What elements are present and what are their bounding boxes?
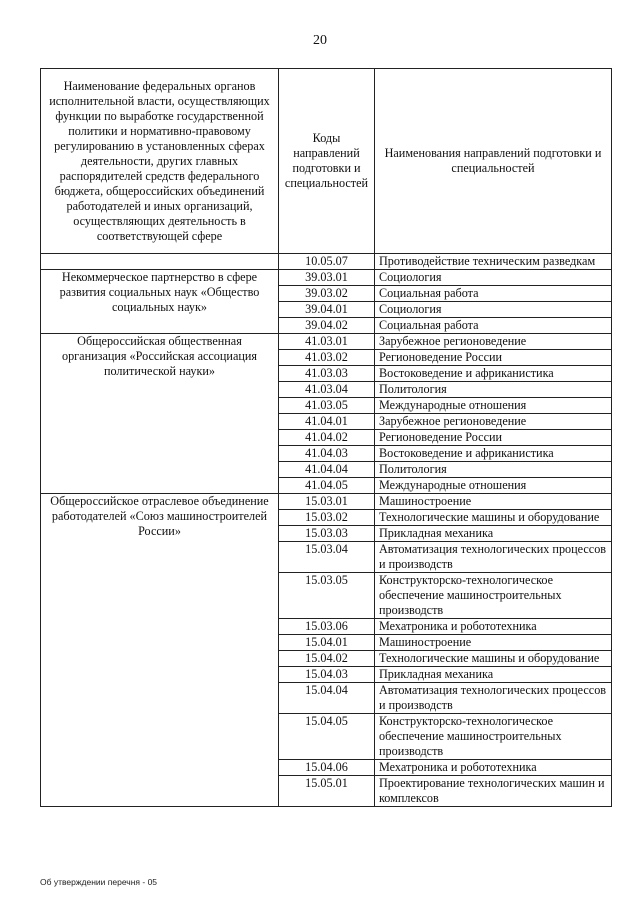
footer-note: Об утверждении перечня - 05 (40, 877, 158, 887)
code-cell: 41.04.01 (279, 414, 375, 430)
header-codes: Коды направлений подготовки и специальностей (279, 69, 375, 254)
code-cell: 41.04.05 (279, 478, 375, 494)
specialty-name-cell: Социология (375, 302, 612, 318)
specialty-name-cell: Зарубежное регионоведение (375, 414, 612, 430)
specialty-name-cell: Технологические машины и оборудование (375, 510, 612, 526)
code-cell: 10.05.07 (279, 254, 375, 270)
specialties-table (40, 68, 612, 807)
specialty-name-cell: Мехатроника и робототехника (375, 760, 612, 776)
code-cell: 15.03.01 (279, 494, 375, 510)
table-row (41, 254, 612, 270)
specialty-name-cell: Регионоведение России (375, 350, 612, 366)
specialty-name-cell: Автоматизация технологических процессов и производств (375, 542, 612, 573)
code-cell: 41.03.05 (279, 398, 375, 414)
code-cell: 39.04.02 (279, 318, 375, 334)
specialty-name-cell: Социальная работа (375, 318, 612, 334)
specialty-name-cell: Машиностроение (375, 494, 612, 510)
code-cell: 15.05.01 (279, 776, 375, 807)
organization-cell (41, 254, 279, 270)
specialty-name-cell: Прикладная механика (375, 526, 612, 542)
code-cell: 15.03.03 (279, 526, 375, 542)
specialty-name-cell: Социальная работа (375, 286, 612, 302)
specialty-name-cell: Противодействие техническим разведкам (375, 254, 612, 270)
code-cell: 41.03.03 (279, 366, 375, 382)
specialty-name-cell: Технологические машины и оборудование (375, 651, 612, 667)
code-cell: 15.04.04 (279, 683, 375, 714)
code-cell: 15.04.03 (279, 667, 375, 683)
organization-cell: Общероссийское отраслевое объединение работодателей «Союз машиностроителей России» (41, 494, 279, 807)
code-cell: 15.04.06 (279, 760, 375, 776)
code-cell: 41.04.02 (279, 430, 375, 446)
specialty-name-cell: Социология (375, 270, 612, 286)
specialty-name-cell: Конструкторско-технологическое обеспечение машиностроительных производств (375, 714, 612, 760)
code-cell: 39.03.02 (279, 286, 375, 302)
organization-cell: Некоммерческое партнерство в сфере развития социальных наук «Общество социальных наук» (41, 270, 279, 334)
specialty-name-cell: Конструкторско-технологическое обеспечение машиностроительных производств (375, 573, 612, 619)
header-organizations: Наименование федеральных органов исполнительной власти, осуществляющих функции по выработке государственной политики и нормативно-правовому регулированию в установленных сферах деятельности, других главных распорядителей средств федерального бюджета, общероссийских объединений работодателей и иных организаций, осуществляющих деятельность в соответствующей сфере (41, 69, 279, 254)
specialty-name-cell: Политология (375, 382, 612, 398)
code-cell: 15.03.02 (279, 510, 375, 526)
specialty-name-cell: Регионоведение России (375, 430, 612, 446)
table-header-row (41, 69, 612, 254)
header-names: Наименования направлений подготовки и специальностей (375, 69, 612, 254)
code-cell: 15.04.05 (279, 714, 375, 760)
code-cell: 15.03.06 (279, 619, 375, 635)
specialty-name-cell: Проектирование технологических машин и комплексов (375, 776, 612, 807)
table-row (41, 270, 612, 286)
table-row (41, 494, 612, 510)
code-cell: 15.04.01 (279, 635, 375, 651)
code-cell: 15.04.02 (279, 651, 375, 667)
specialty-name-cell: Востоковедение и африканистика (375, 366, 612, 382)
code-cell: 41.04.04 (279, 462, 375, 478)
specialty-name-cell: Востоковедение и африканистика (375, 446, 612, 462)
specialty-name-cell: Международные отношения (375, 398, 612, 414)
code-cell: 15.03.05 (279, 573, 375, 619)
code-cell: 41.03.01 (279, 334, 375, 350)
specialty-name-cell: Мехатроника и робототехника (375, 619, 612, 635)
specialty-name-cell: Международные отношения (375, 478, 612, 494)
organization-cell: Общероссийская общественная организация «Российская ассоциация политической науки» (41, 334, 279, 494)
specialty-name-cell: Машиностроение (375, 635, 612, 651)
specialty-name-cell: Политология (375, 462, 612, 478)
page-number: 20 (313, 33, 327, 48)
code-cell: 41.03.04 (279, 382, 375, 398)
table-body (41, 254, 612, 807)
specialty-name-cell: Прикладная механика (375, 667, 612, 683)
specialty-name-cell: Автоматизация технологических процессов и производств (375, 683, 612, 714)
code-cell: 41.03.02 (279, 350, 375, 366)
table-row (41, 334, 612, 350)
specialty-name-cell: Зарубежное регионоведение (375, 334, 612, 350)
code-cell: 41.04.03 (279, 446, 375, 462)
code-cell: 39.04.01 (279, 302, 375, 318)
code-cell: 15.03.04 (279, 542, 375, 573)
code-cell: 39.03.01 (279, 270, 375, 286)
